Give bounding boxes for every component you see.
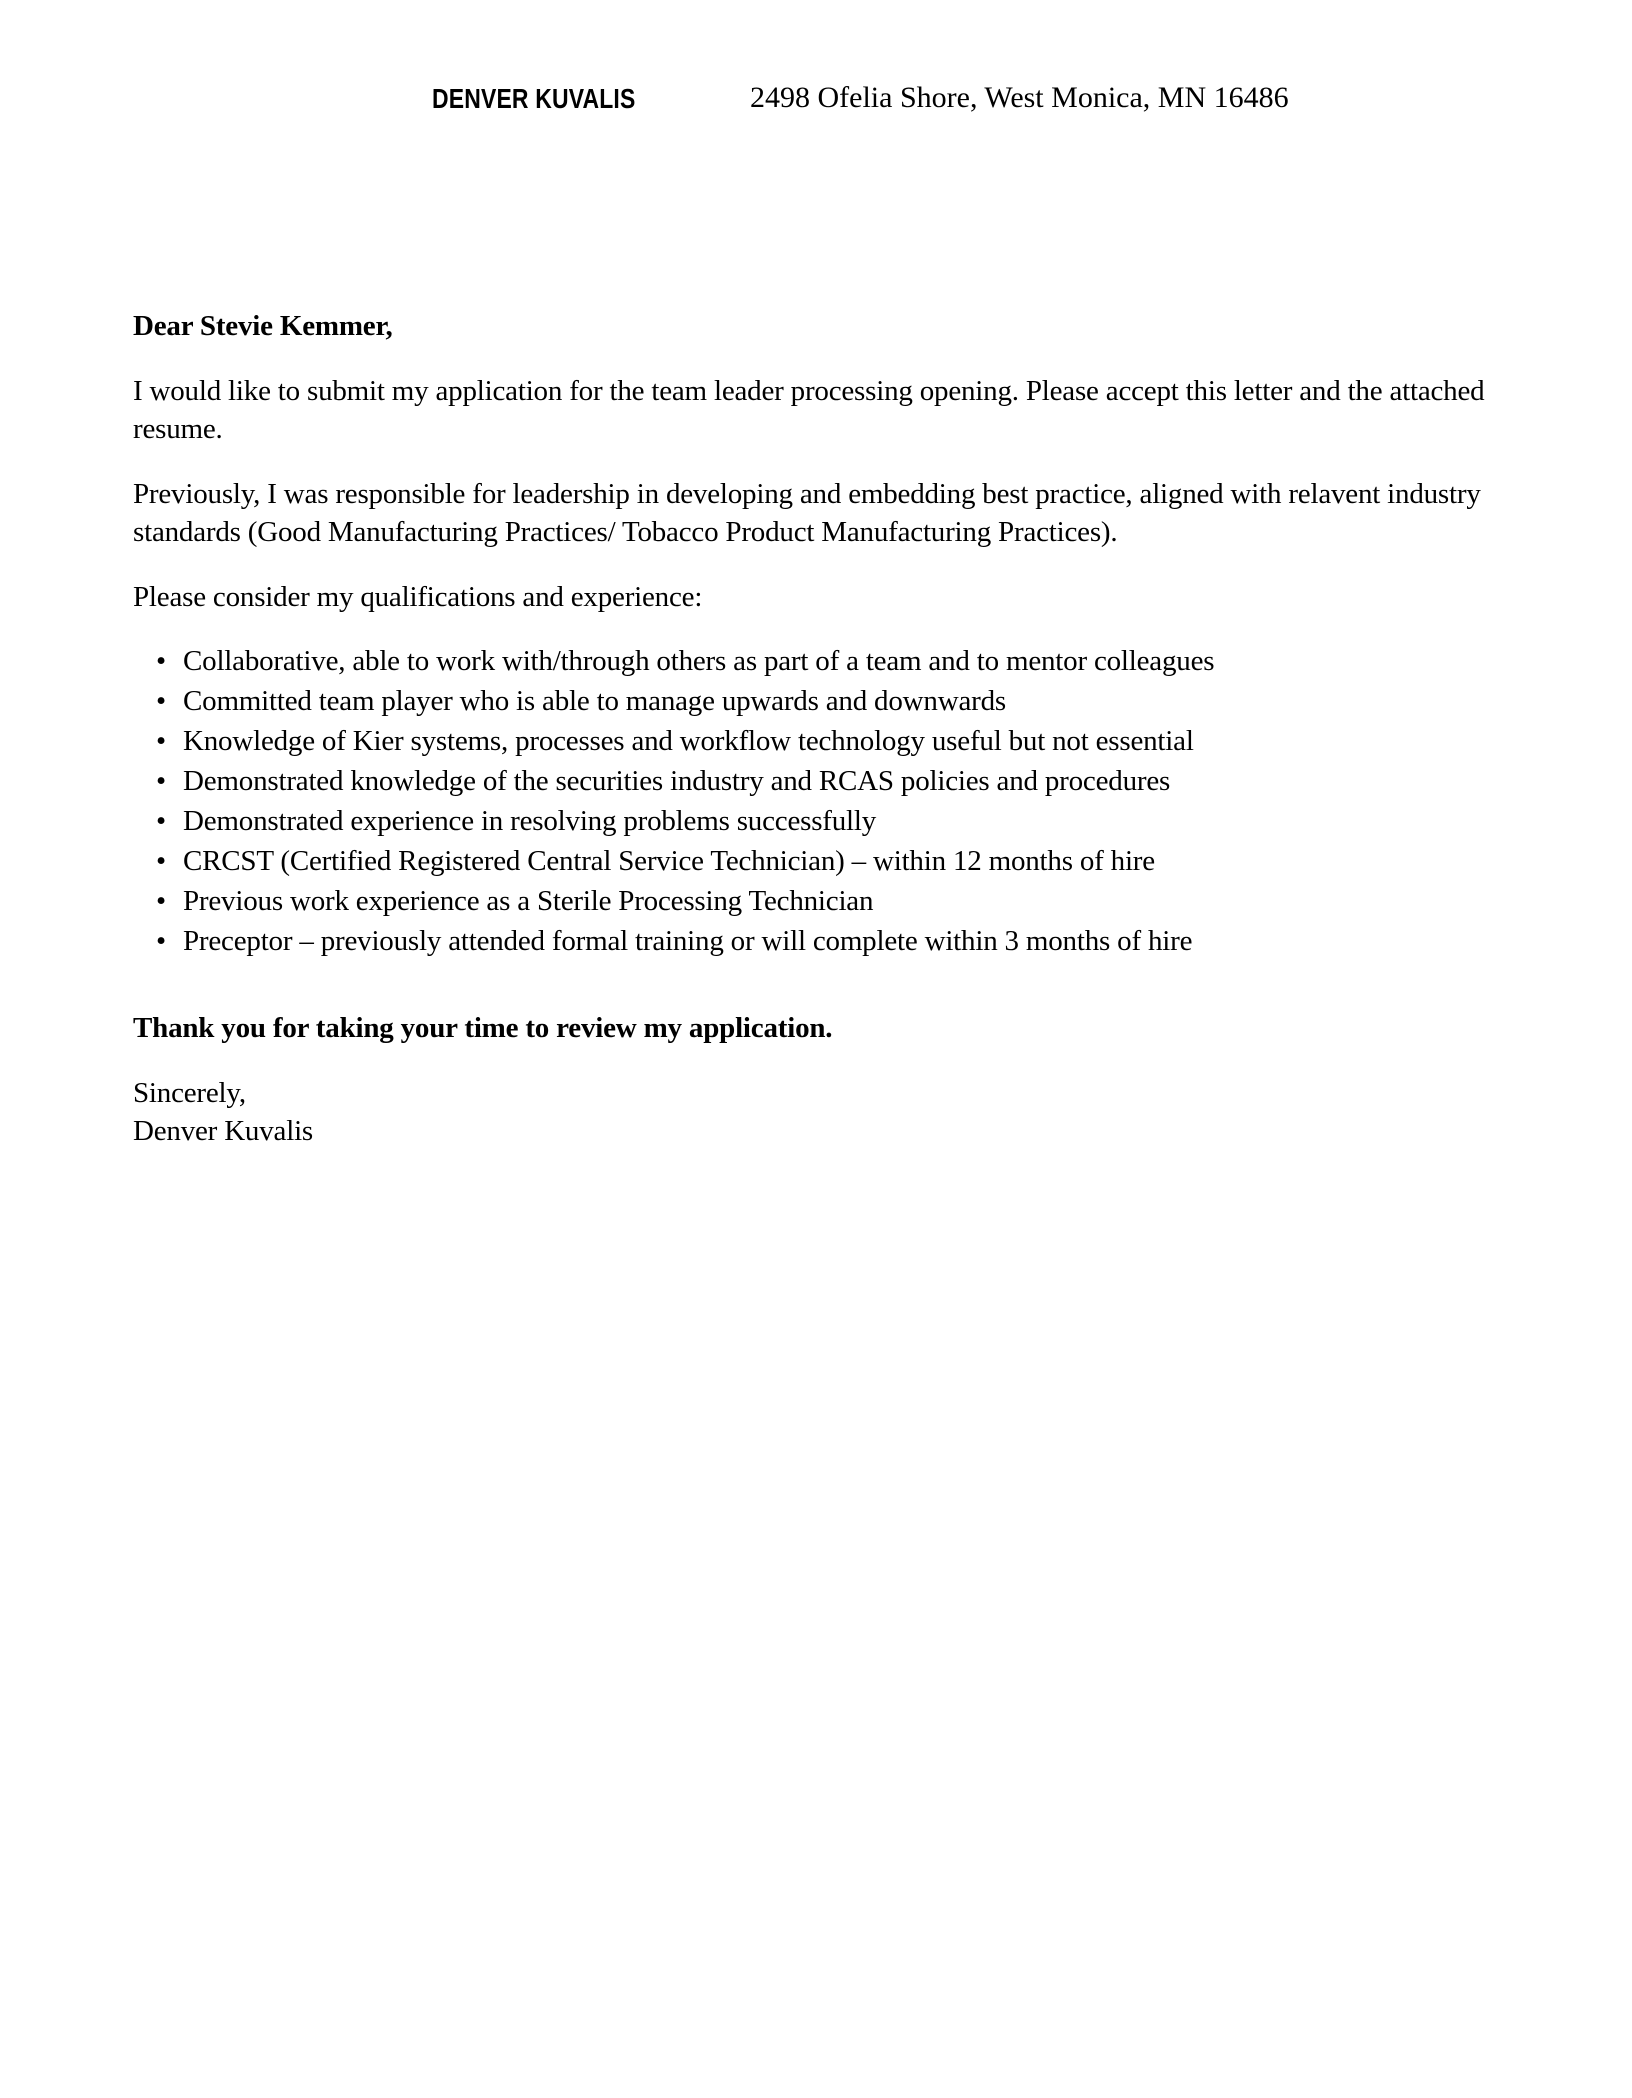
- qualifications-list: [133, 641, 1533, 961]
- qualification-item: • Knowledge of Kier systems, processes and workflow technology useful but not essential: [133, 721, 1533, 761]
- qualification-item: • CRCST (Certified Registered Central Service Technician) – within 12 months of hire: [133, 841, 1533, 881]
- paragraph-qualifications-lead: Please consider my qualifications and experience:: [133, 581, 703, 613]
- qualification-item: • Preceptor – previously attended formal training or will complete within 3 months of hire: [133, 921, 1533, 961]
- qualification-item: • Collaborative, able to work with/through others as part of a team and to mentor colleagues: [133, 641, 1533, 681]
- signature-name: Denver Kuvalis: [133, 1115, 314, 1147]
- paragraph-experience: Previously, I was responsible for leadership in developing and embedding best practice, aligned with relavent industry standards (Good Manufacturing Practices/ Tobacco Product Manufacturing Practices).: [133, 478, 1481, 548]
- closing-block: [133, 1074, 1533, 1150]
- paragraph-intro: I would like to submit my application for the team leader processing opening. Please accept this letter and the attached resume.: [133, 375, 1485, 445]
- salutation: Dear Stevie Kemmer,: [133, 310, 393, 342]
- sender-address: 2498 Ofelia Shore, West Monica, MN 16486: [750, 81, 1289, 114]
- qualification-item: • Demonstrated knowledge of the securities industry and RCAS policies and procedures: [133, 761, 1533, 801]
- sender-name: DENVER KUVALIS: [432, 83, 636, 114]
- qualification-item: • Previous work experience as a Sterile Processing Technician: [133, 881, 1533, 921]
- closing-word: Sincerely,: [133, 1077, 246, 1109]
- thank-you-line: Thank you for taking your time to review my application.: [133, 1012, 833, 1044]
- qualification-item: • Demonstrated experience in resolving problems successfully: [133, 801, 1533, 841]
- qualification-item: • Committed team player who is able to manage upwards and downwards: [133, 681, 1533, 721]
